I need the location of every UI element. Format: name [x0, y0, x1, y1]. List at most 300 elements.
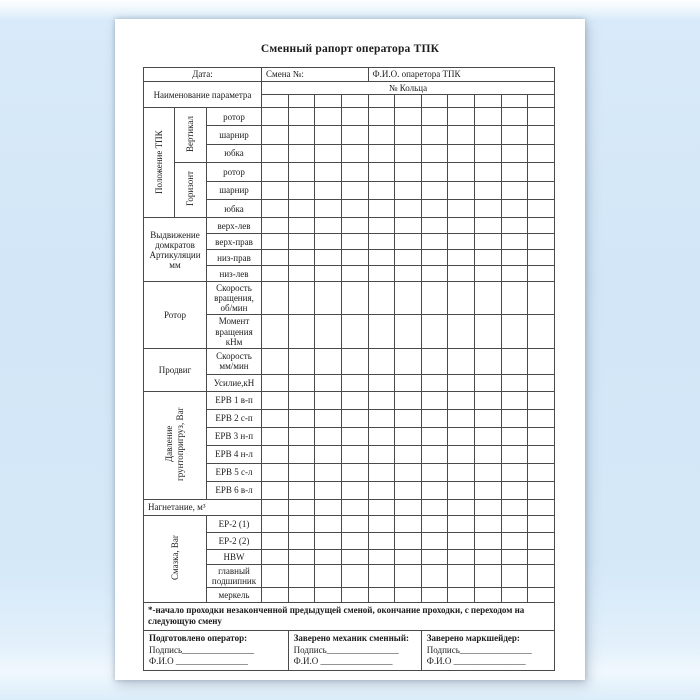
ring-data-cell	[421, 348, 448, 374]
ring-data-cell	[528, 445, 555, 463]
param-cell: верх-прав	[207, 234, 262, 250]
ring-data-cell	[262, 250, 289, 266]
ring-data-cell	[448, 250, 475, 266]
section-pressure-cell	[144, 391, 207, 499]
param-cell: шарнир	[207, 126, 262, 144]
ring-data-cell	[368, 126, 395, 144]
ring-data-cell	[448, 266, 475, 282]
ring-data-cell	[395, 218, 422, 234]
ring-data-cell	[475, 315, 502, 348]
ring-data-cell	[421, 95, 448, 108]
ring-data-cell	[448, 549, 475, 564]
ring-data-cell	[315, 126, 342, 144]
ring-data-cell	[421, 587, 448, 602]
ring-data-cell	[395, 499, 422, 515]
ring-data-cell	[262, 348, 289, 374]
ring-data-cell	[262, 282, 289, 315]
table-row	[144, 218, 555, 234]
ring-data-cell	[341, 427, 368, 445]
table-row	[144, 391, 555, 409]
ring-data-cell	[262, 181, 289, 199]
ring-data-cell	[421, 126, 448, 144]
ring-data-cell	[288, 532, 315, 549]
subsection-vertical-cell	[175, 108, 207, 163]
ring-data-cell	[421, 463, 448, 481]
ring-data-cell	[262, 499, 289, 515]
ring-data-cell	[501, 427, 528, 445]
ring-data-cell	[315, 409, 342, 427]
section-pressure-label: Давление грунтопригруз, Bar	[164, 407, 185, 481]
ring-data-cell	[528, 266, 555, 282]
ring-data-cell	[262, 95, 289, 108]
ring-data-cell	[315, 250, 342, 266]
table-row	[144, 515, 555, 532]
ring-data-cell	[528, 282, 555, 315]
ring-data-cell	[475, 499, 502, 515]
ring-data-cell	[288, 126, 315, 144]
section-advance-cell: Продвиг	[144, 348, 207, 391]
ring-data-cell	[475, 218, 502, 234]
ring-data-cell	[262, 427, 289, 445]
ring-data-cell	[528, 348, 555, 374]
ring-data-cell	[475, 481, 502, 499]
ring-data-cell	[262, 266, 289, 282]
ring-data-cell	[528, 463, 555, 481]
ring-data-cell	[262, 587, 289, 602]
ring-data-cell	[315, 144, 342, 162]
ring-data-cell	[395, 587, 422, 602]
table-row	[144, 282, 555, 315]
ring-data-cell	[475, 564, 502, 587]
ring-data-cell	[448, 374, 475, 391]
ring-data-cell	[501, 218, 528, 234]
ring-data-cell	[368, 409, 395, 427]
ring-data-cell	[288, 266, 315, 282]
ring-data-cell	[262, 564, 289, 587]
ring-data-cell	[315, 163, 342, 181]
ring-data-cell	[315, 463, 342, 481]
ring-data-cell	[501, 108, 528, 126]
ring-data-cell	[421, 266, 448, 282]
ring-data-cell	[501, 348, 528, 374]
ring-data-cell	[395, 463, 422, 481]
param-cell: шарнир	[207, 181, 262, 199]
ring-data-cell	[528, 315, 555, 348]
ring-data-cell	[421, 199, 448, 217]
ring-data-cell	[288, 282, 315, 315]
ring-data-cell	[262, 315, 289, 348]
subsection-horizontal-label: Горизонт	[185, 171, 196, 207]
ring-data-cell	[421, 481, 448, 499]
param-cell: Момент вращения кНм	[207, 315, 262, 348]
ring-data-cell	[315, 549, 342, 564]
ring-data-cell	[368, 234, 395, 250]
ring-data-cell	[501, 515, 528, 532]
ring-data-cell	[395, 564, 422, 587]
ring-data-cell	[315, 315, 342, 348]
ring-data-cell	[341, 391, 368, 409]
ring-data-cell	[528, 427, 555, 445]
ring-data-cell	[288, 445, 315, 463]
ring-data-cell	[288, 549, 315, 564]
ring-data-cell	[395, 532, 422, 549]
ring-data-cell	[368, 463, 395, 481]
ring-data-cell	[368, 515, 395, 532]
ring-data-cell	[288, 163, 315, 181]
ring-data-cell	[288, 315, 315, 348]
section-grease-cell	[144, 515, 207, 602]
ring-data-cell	[341, 250, 368, 266]
ring-data-cell	[262, 199, 289, 217]
ring-data-cell	[341, 282, 368, 315]
ring-data-cell	[475, 391, 502, 409]
ring-data-cell	[341, 181, 368, 199]
ring-data-cell	[315, 499, 342, 515]
ring-data-cell	[501, 549, 528, 564]
ring-data-cell	[395, 427, 422, 445]
param-cell: ЕРВ 3 н-п	[207, 427, 262, 445]
ring-data-cell	[501, 199, 528, 217]
ring-data-cell	[501, 95, 528, 108]
ring-data-cell	[341, 409, 368, 427]
param-cell: Скорость мм/мин	[207, 348, 262, 374]
ring-data-cell	[341, 163, 368, 181]
ring-data-cell	[475, 108, 502, 126]
ring-data-cell	[448, 463, 475, 481]
ring-data-cell	[368, 374, 395, 391]
ring-data-cell	[475, 587, 502, 602]
ring-data-cell	[288, 463, 315, 481]
ring-data-cell	[448, 181, 475, 199]
ring-data-cell	[395, 445, 422, 463]
ring-data-cell	[368, 587, 395, 602]
ring-data-cell	[528, 481, 555, 499]
ring-data-cell	[421, 108, 448, 126]
param-cell: юбка	[207, 199, 262, 217]
ring-data-cell	[475, 409, 502, 427]
ring-data-cell	[341, 234, 368, 250]
signature-line: Подпись________________	[426, 644, 532, 655]
ring-data-cell	[368, 532, 395, 549]
ring-data-cell	[288, 587, 315, 602]
table-row	[144, 163, 555, 181]
ring-data-cell	[262, 549, 289, 564]
ring-data-cell	[528, 234, 555, 250]
ring-data-cell	[528, 126, 555, 144]
ring-data-cell	[475, 126, 502, 144]
ring-data-cell	[421, 499, 448, 515]
ring-data-cell	[288, 108, 315, 126]
ring-data-cell	[475, 427, 502, 445]
ring-data-cell	[341, 266, 368, 282]
param-cell: ЕРВ 4 н-л	[207, 445, 262, 463]
ring-data-cell	[448, 515, 475, 532]
ring-data-cell	[288, 564, 315, 587]
ring-data-cell	[475, 163, 502, 181]
ring-data-cell	[288, 218, 315, 234]
ring-data-cell	[475, 199, 502, 217]
ring-data-cell	[288, 391, 315, 409]
ring-data-cell	[368, 564, 395, 587]
ring-data-cell	[288, 409, 315, 427]
param-cell: ЕР-2 (1)	[207, 515, 262, 532]
param-cell: верх-лев	[207, 218, 262, 234]
ring-data-cell	[528, 199, 555, 217]
ring-data-cell	[421, 234, 448, 250]
ring-data-cell	[395, 481, 422, 499]
ring-data-cell	[315, 515, 342, 532]
param-cell: ЕР-2 (2)	[207, 532, 262, 549]
ring-data-cell	[262, 108, 289, 126]
ring-data-cell	[448, 499, 475, 515]
ring-data-cell	[262, 374, 289, 391]
ring-data-cell	[421, 315, 448, 348]
ring-data-cell	[421, 427, 448, 445]
param-cell: низ-лев	[207, 266, 262, 282]
ring-data-cell	[395, 108, 422, 126]
ring-data-cell	[262, 218, 289, 234]
ring-data-cell	[421, 549, 448, 564]
section-grease-label: Смазка, Bar	[169, 535, 180, 581]
ring-data-cell	[368, 481, 395, 499]
ring-data-cell	[501, 250, 528, 266]
ring-data-cell	[475, 445, 502, 463]
ring-data-cell	[288, 348, 315, 374]
ring-data-cell	[501, 409, 528, 427]
ring-data-cell	[315, 564, 342, 587]
ring-data-cell	[288, 144, 315, 162]
paper-page	[115, 19, 585, 680]
signature-operator-cell	[144, 630, 289, 670]
ring-data-cell	[262, 532, 289, 549]
ring-data-cell	[395, 549, 422, 564]
ring-data-cell	[475, 266, 502, 282]
ring-data-cell	[421, 163, 448, 181]
ring-data-cell	[421, 144, 448, 162]
ring-data-cell	[448, 445, 475, 463]
ring-data-cell	[501, 499, 528, 515]
ring-data-cell	[528, 409, 555, 427]
ring-data-cell	[262, 391, 289, 409]
report-table	[143, 67, 555, 671]
ring-data-cell	[368, 549, 395, 564]
ring-data-cell	[262, 463, 289, 481]
ring-data-cell	[421, 409, 448, 427]
ring-data-cell	[262, 163, 289, 181]
table-row	[144, 602, 555, 630]
ring-data-cell	[315, 181, 342, 199]
param-cell: юбка	[207, 144, 262, 162]
ring-data-cell	[501, 163, 528, 181]
ring-data-cell	[448, 218, 475, 234]
ring-data-cell	[341, 499, 368, 515]
ring-data-cell	[528, 532, 555, 549]
param-cell: низ-прав	[207, 250, 262, 266]
ring-data-cell	[315, 218, 342, 234]
ring-data-cell	[501, 234, 528, 250]
ring-data-cell	[501, 532, 528, 549]
ring-data-cell	[315, 348, 342, 374]
ring-data-cell	[288, 199, 315, 217]
ring-data-cell	[475, 144, 502, 162]
ring-data-cell	[315, 391, 342, 409]
param-cell: ЕРВ 6 в-л	[207, 481, 262, 499]
name-line: Ф.И.О ________________	[149, 656, 248, 667]
ring-data-cell	[421, 445, 448, 463]
ring-data-cell	[341, 564, 368, 587]
ring-data-cell	[528, 515, 555, 532]
ring-data-cell	[341, 587, 368, 602]
subsection-vertical-label: Вертикал	[185, 116, 196, 153]
ring-data-cell	[341, 463, 368, 481]
ring-data-cell	[448, 391, 475, 409]
ring-data-cell	[448, 564, 475, 587]
ring-data-cell	[262, 144, 289, 162]
signature-title: Подготовлено оператор:	[149, 632, 248, 643]
ring-data-cell	[341, 315, 368, 348]
signature-mechanic-cell	[288, 630, 421, 670]
ring-data-cell	[315, 532, 342, 549]
ring-data-cell	[262, 445, 289, 463]
ring-data-cell	[528, 218, 555, 234]
ring-data-cell	[368, 348, 395, 374]
ring-data-cell	[501, 374, 528, 391]
ring-data-cell	[395, 409, 422, 427]
ring-data-cell	[341, 374, 368, 391]
ring-data-cell	[475, 549, 502, 564]
ring-data-cell	[395, 250, 422, 266]
ring-data-cell	[341, 108, 368, 126]
param-cell: меркель	[207, 587, 262, 602]
table-row	[144, 82, 555, 95]
ring-data-cell	[448, 587, 475, 602]
param-cell: HBW	[207, 549, 262, 564]
ring-data-cell	[368, 445, 395, 463]
ring-data-cell	[395, 126, 422, 144]
ring-data-cell	[421, 181, 448, 199]
ring-data-cell	[528, 95, 555, 108]
shift-number-cell: Смена №:	[262, 68, 369, 82]
ring-data-cell	[448, 409, 475, 427]
ring-data-cell	[475, 463, 502, 481]
ring-data-cell	[421, 391, 448, 409]
ring-data-cell	[421, 532, 448, 549]
ring-data-cell	[315, 374, 342, 391]
section-rotor-cell: Ротор	[144, 282, 207, 348]
date-cell: Дата:	[144, 68, 262, 82]
ring-data-cell	[395, 163, 422, 181]
table-row	[144, 108, 555, 126]
ring-data-cell	[368, 499, 395, 515]
ring-data-cell	[341, 348, 368, 374]
ring-data-cell	[475, 532, 502, 549]
table-row	[144, 630, 555, 670]
ring-data-cell	[395, 515, 422, 532]
param-cell: Скорость вращения, об/мин	[207, 282, 262, 315]
ring-data-cell	[395, 266, 422, 282]
report-title: Сменный рапорт оператора ТПК	[260, 43, 440, 55]
ring-data-cell	[448, 199, 475, 217]
table-row	[144, 348, 555, 374]
ring-data-cell	[395, 181, 422, 199]
ring-data-cell	[315, 481, 342, 499]
section-injection-cell: Нагнетание, м³	[144, 499, 262, 515]
ring-data-cell	[475, 234, 502, 250]
ring-data-cell	[368, 199, 395, 217]
ring-data-cell	[395, 374, 422, 391]
ring-data-cell	[395, 391, 422, 409]
section-position-cell	[144, 108, 175, 218]
name-line: Ф.И.О ________________	[426, 656, 526, 667]
param-cell: ЕРВ 2 с-п	[207, 409, 262, 427]
ring-data-cell	[341, 199, 368, 217]
ring-data-cell	[528, 587, 555, 602]
param-cell: ЕРВ 5 с-л	[207, 463, 262, 481]
ring-data-cell	[448, 348, 475, 374]
ring-data-cell	[528, 163, 555, 181]
ring-data-cell	[262, 126, 289, 144]
ring-data-cell	[288, 481, 315, 499]
ring-data-cell	[315, 108, 342, 126]
ring-data-cell	[448, 126, 475, 144]
ring-data-cell	[341, 126, 368, 144]
ring-data-cell	[501, 564, 528, 587]
ring-data-cell	[448, 427, 475, 445]
ring-data-cell	[262, 481, 289, 499]
ring-data-cell	[475, 515, 502, 532]
ring-data-cell	[528, 250, 555, 266]
ring-number-header-cell: № Кольца	[262, 82, 555, 95]
ring-data-cell	[448, 108, 475, 126]
ring-data-cell	[475, 181, 502, 199]
ring-data-cell	[501, 181, 528, 199]
ring-data-cell	[395, 315, 422, 348]
ring-data-cell	[288, 181, 315, 199]
ring-data-cell	[315, 95, 342, 108]
ring-data-cell	[368, 144, 395, 162]
ring-data-cell	[288, 499, 315, 515]
ring-data-cell	[262, 515, 289, 532]
ring-data-cell	[448, 282, 475, 315]
ring-data-cell	[288, 250, 315, 266]
ring-data-cell	[475, 250, 502, 266]
ring-data-cell	[368, 218, 395, 234]
ring-data-cell	[448, 481, 475, 499]
ring-data-cell	[315, 445, 342, 463]
ring-data-cell	[448, 234, 475, 250]
ring-data-cell	[501, 266, 528, 282]
ring-data-cell	[501, 315, 528, 348]
ring-data-cell	[475, 95, 502, 108]
ring-data-cell	[368, 95, 395, 108]
ring-data-cell	[341, 481, 368, 499]
ring-data-cell	[315, 199, 342, 217]
name-line: Ф.И.О ________________	[293, 656, 393, 667]
signature-surveyor-cell	[421, 630, 554, 670]
ring-data-cell	[501, 126, 528, 144]
signature-title: Заверено маркшейдер:	[426, 632, 520, 643]
ring-data-cell	[395, 95, 422, 108]
ring-data-cell	[475, 374, 502, 391]
ring-data-cell	[475, 348, 502, 374]
ring-data-cell	[395, 282, 422, 315]
param-cell: главный подшипник	[207, 564, 262, 587]
operator-name-cell: Ф.И.О. опаретора ТПК	[368, 68, 555, 82]
ring-data-cell	[448, 532, 475, 549]
ring-data-cell	[475, 282, 502, 315]
ring-data-cell	[528, 499, 555, 515]
ring-data-cell	[501, 481, 528, 499]
